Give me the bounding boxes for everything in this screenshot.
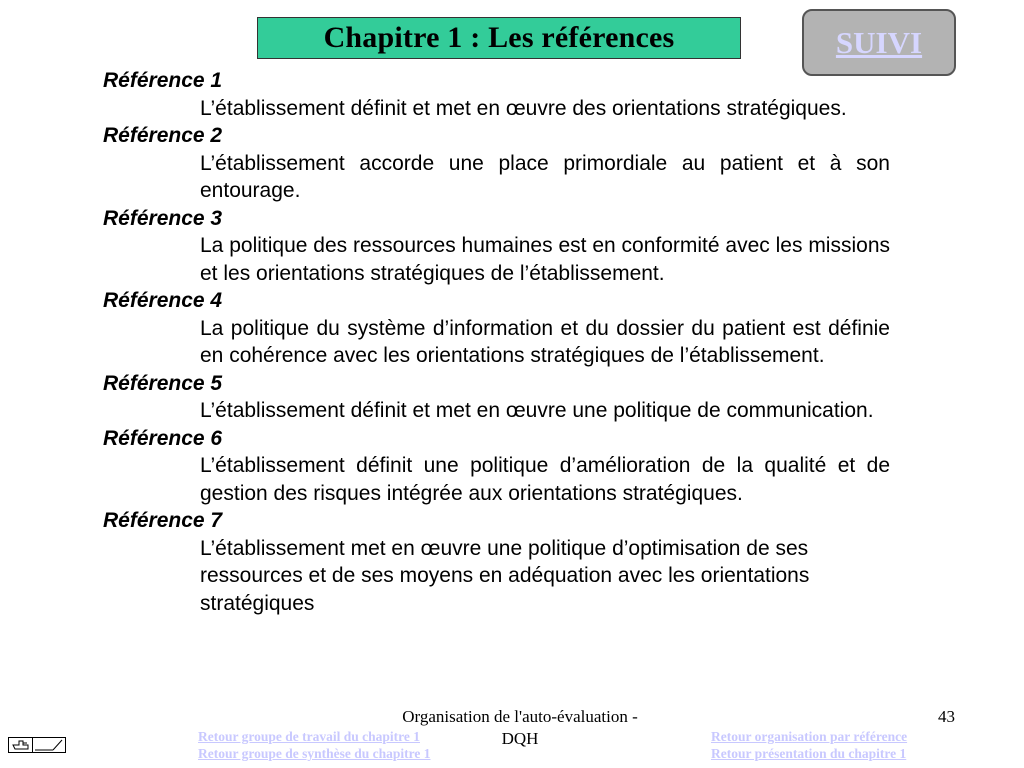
reference-heading: Référence 1 — [103, 69, 223, 92]
retour-organisation-link[interactable]: Retour organisation par référence — [711, 729, 908, 744]
reference-heading: Référence 5 — [103, 371, 223, 395]
footer-title-line-1: Organisation de l'auto-évaluation - — [402, 707, 638, 726]
page-number: 43 — [938, 707, 955, 726]
reference-text: L’établissement définit et met en œuvre une politique de communication. — [200, 399, 874, 422]
reference-item-1 — [103, 67, 903, 122]
chapter-title: Chapitre 1 : Les références — [257, 17, 741, 59]
reference-heading: Référence 3 — [103, 206, 223, 230]
reference-heading: Référence 2 — [103, 124, 223, 147]
reference-item-7 — [103, 507, 903, 617]
reference-heading: Référence 4 — [103, 289, 223, 312]
reference-text: L’établissement accorde une place primordiale au patient et à son entourage. — [200, 151, 890, 202]
suivi-button[interactable]: SUIVI — [802, 9, 956, 76]
pointing-hand-icon — [9, 738, 33, 752]
retour-presentation-link[interactable]: Retour présentation du chapitre 1 — [711, 746, 907, 761]
reference-text: L’établissement définit une politique d’amélioration de la qualité et de gestion des risques intégrée aux orientations stratégiques. — [200, 454, 890, 505]
reference-item-4 — [103, 287, 903, 370]
reference-text: La politique du système d’information et du dossier du patient est définie en cohérence avec les orientations stratégiques de l’établissement. — [200, 316, 890, 367]
reference-item-6 — [103, 425, 903, 508]
arrow-icon — [33, 738, 65, 752]
footer-title-line-2: DQH — [501, 729, 539, 748]
reference-item-5 — [103, 370, 903, 425]
reference-heading: Référence 7 — [103, 509, 223, 532]
references-list — [103, 67, 903, 617]
reference-text: L’établissement met en œuvre une politique d’optimisation de ses ressources et de ses moyens en adéquation avec les orientations stratégiques — [200, 536, 810, 615]
reference-text: L’établissement définit et met en œuvre des orientations stratégiques. — [200, 96, 847, 120]
navigation-control[interactable] — [8, 737, 66, 753]
retour-groupe-synthese-link[interactable]: Retour groupe de synthèse du chapitre 1 — [198, 746, 431, 761]
retour-groupe-travail-link[interactable]: Retour groupe de travail du chapitre 1 — [198, 729, 420, 744]
reference-heading: Référence 6 — [103, 426, 223, 450]
reference-item-3 — [103, 205, 903, 288]
reference-text: La politique des ressources humaines est en conformité avec les missions et les orientations stratégiques de l’établissement. — [200, 234, 890, 285]
reference-item-2 — [103, 122, 903, 205]
